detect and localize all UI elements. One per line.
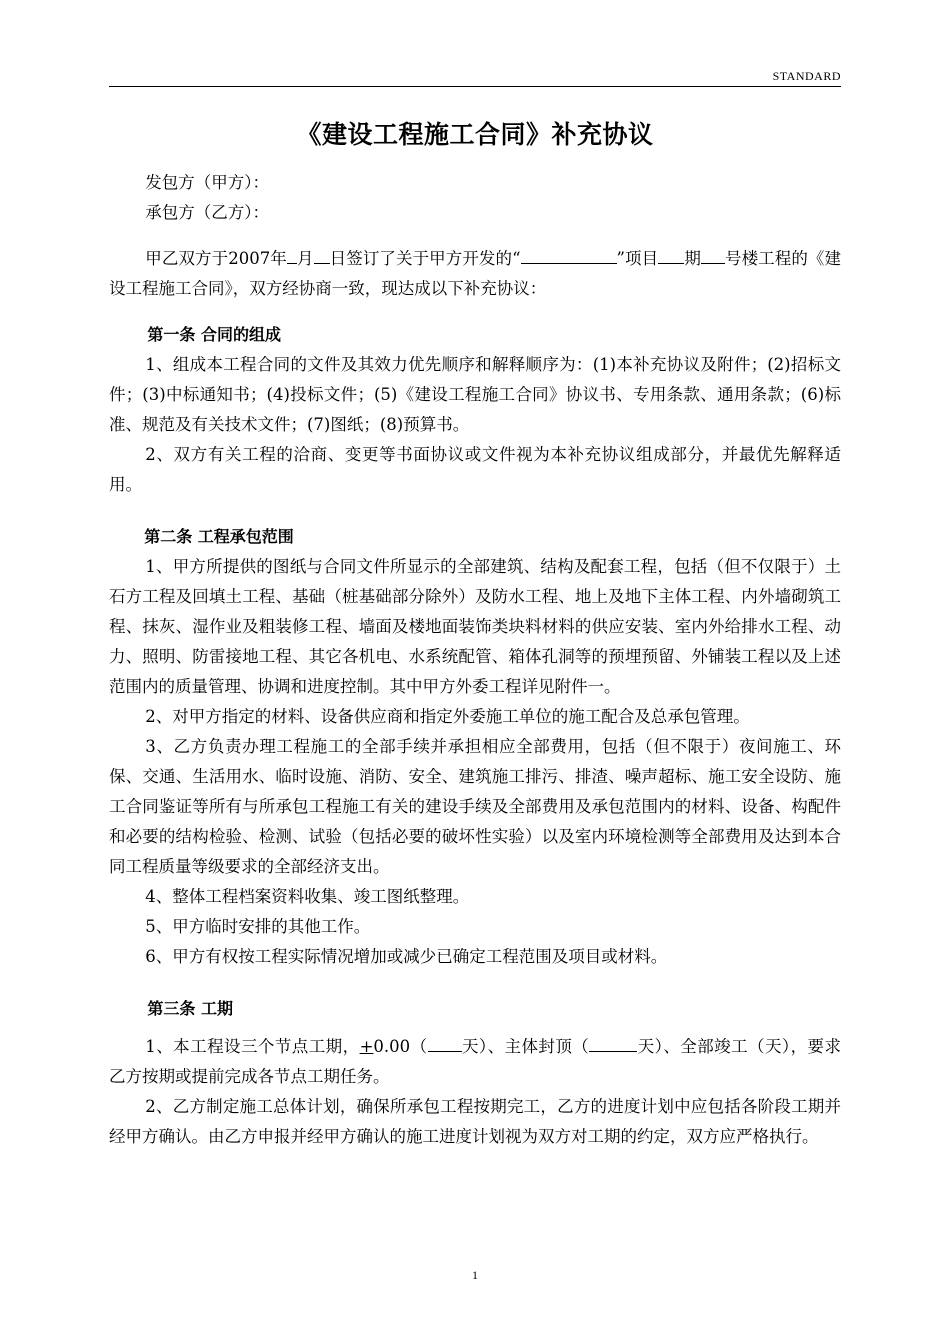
blank-project-name: [521, 245, 617, 264]
intro-text: 甲乙双方于2007年: [145, 249, 287, 268]
article-3-item-1-text: 天）、全部竣工（天），要求乙方按期或提前完成各节点工期任务。: [109, 1037, 842, 1086]
party-a-line: 发包方（甲方）：: [145, 173, 270, 192]
intro-text: 日签订了关于甲方开发的“: [329, 249, 521, 268]
article-2-heading: 第二条 工程承包范围: [144, 527, 294, 546]
document-body: [109, 168, 841, 1152]
article-1-heading: 第一条 合同的组成: [147, 325, 281, 344]
article-3-item-2: 2、乙方制定施工总体计划，确保所承包工程按期完工，乙方的进度计划中应包括各阶段工期并经甲方确认。由乙方申报并经甲方确认的施工进度计划视为双方对工期的约定，双方应严格执行。: [109, 1097, 841, 1146]
intro-text: ”项目: [616, 249, 659, 268]
spacer: [109, 228, 841, 244]
spacer: [109, 500, 841, 522]
article-2-item-3: 3、乙方负责办理工程施工的全部手续并承担相应全部费用，包括（但不限于）夜间施工、环保、交通、生活用水、临时设施、消防、安全、建筑施工排污、排渣、噪声超标、施工安全设防、施工合同鉴证等所有与所承包工程施工有关的建设手续及全部费用及承包范围内的材料、设备、构配件和必要的结构检验、检测、试验（包括必要的破坏性实验）以及室内环境检测等全部费用及达到本合同工程质量等级要求的全部经济支出。: [109, 737, 841, 876]
article-2-item-1: 1、甲方所提供的图纸与合同文件所显示的全部建筑、结构及配套工程，包括（但不仅限于）土石方工程及回填土工程、基础（桩基础部分除外）及防水工程、地上及地下主体工程、内外墙砌筑工程、抹灰、湿作业及粗装修工程、墙面及楼地面装饰类块料材料的供应安装、室内外给排水工程、动力、照明、防雷接地工程、其它各机电、水系统配管、箱体孔洞等的预埋预留、外铺装工程以及上述范围内的质量管理、协调和进度控制。其中甲方外委工程详见附件一。: [109, 557, 841, 696]
blank-days-zero-level: [428, 1033, 462, 1052]
article-2-item-4: 4、整体工程档案资料收集、竣工图纸整理。: [145, 887, 470, 906]
article-2-item-2: 2、对甲方指定的材料、设备供应商和指定外委施工单位的施工配合及总承包管理。: [145, 707, 750, 726]
article-3-item-1-text: 1、本工程设三个节点工期，: [145, 1037, 360, 1056]
intro-text: 期: [684, 249, 701, 268]
plus-minus-sign: +: [359, 1037, 374, 1056]
header-rule: [109, 86, 841, 87]
blank-phase: [658, 245, 684, 264]
blank-building: [701, 245, 725, 264]
blank-month: [287, 245, 297, 264]
article-2-item-6: 6、甲方有权按工程实际情况增加或减少已确定工程范围及项目或材料。: [145, 947, 668, 966]
intro-month-label: 月: [296, 249, 314, 268]
party-b-line: 承包方（乙方）：: [145, 203, 270, 222]
article-3-heading: 第三条 工期: [147, 999, 233, 1018]
spacer: [109, 304, 841, 320]
article-2-item-5: 5、甲方临时安排的其他工作。: [145, 917, 371, 936]
blank-day: [314, 245, 330, 264]
spacer: [109, 972, 841, 994]
intro-paragraph: [109, 244, 841, 304]
article-1-item-2: 2、双方有关工程的洽商、变更等书面协议或文件视为本补充协议组成部分，并最优先解释适用。: [109, 445, 841, 494]
article-3-item-1-text: 0.00（: [373, 1037, 428, 1056]
article-3-item-1-text: 天）、主体封顶（: [461, 1037, 590, 1056]
article-3-item-1: [109, 1032, 841, 1092]
intro-text: 号楼工程的《建设工程施工合同》，双方经协商一致，现达成以下补充协议：: [109, 249, 842, 298]
document-title: 《建设工程施工合同》补充协议: [296, 120, 654, 149]
spacer: [109, 1024, 841, 1032]
header-label: STANDARD: [772, 69, 841, 83]
page-number: 1: [472, 1268, 478, 1282]
article-1-item-1: 1、组成本工程合同的文件及其效力优先顺序和解释顺序为：(1)本补充协议及附件；(2)招标文件；(3)中标通知书；(4)投标文件；(5)《建设工程施工合同》协议书、专用条款、通用条款；(6)标准、规范及有关技术文件；(7)图纸；(8)预算书。: [109, 355, 841, 434]
blank-days-topping-out: [589, 1033, 637, 1052]
